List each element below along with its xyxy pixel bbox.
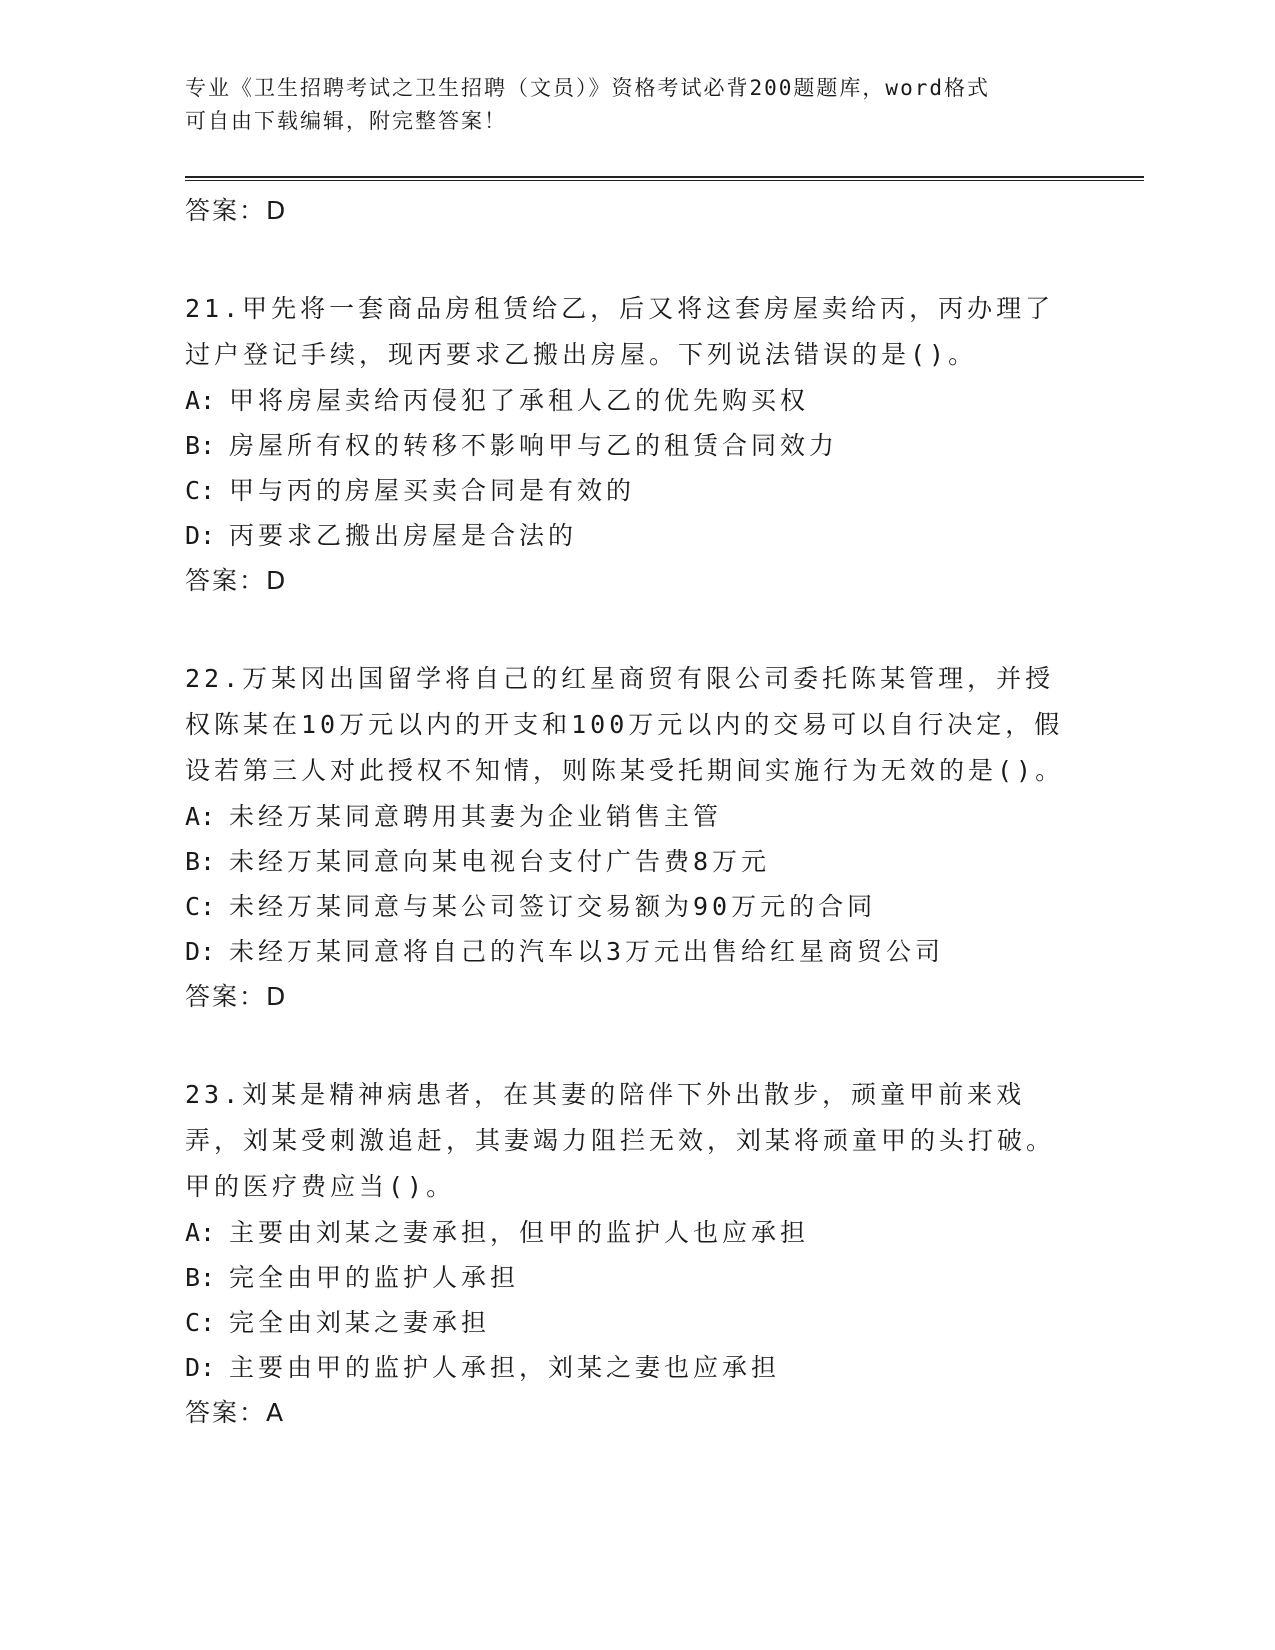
question-stem: 22.万某冈出国留学将自己的红星商贸有限公司委托陈某管理，并授权陈某在10万元以内的开支和100万元以内的交易可以自行决定，假设若第三人对此授权不知情，则陈某受托期间实施行为无效的是()。 — [185, 664, 1065, 785]
question-stem: 21.甲先将一套商品房租赁给乙，后又将这套房屋卖给丙，丙办理了过户登记手续，现丙要求乙搬出房屋。下列说法错误的是()。 — [185, 294, 1055, 369]
option-letter: C: — [185, 1308, 216, 1337]
option-d — [185, 929, 1065, 974]
option-text: 甲与丙的房屋买卖合同是有效的 — [229, 476, 636, 505]
document-header — [185, 72, 1065, 138]
option-text: 未经万某同意向某电视台支付广告费8万元 — [229, 847, 771, 876]
option-letter: D: — [185, 521, 216, 550]
option-b — [185, 839, 1065, 884]
option-letter: A: — [185, 802, 216, 831]
header-title-line-1: 专业《卫生招聘考试之卫生招聘（文员）》资格考试必背200题题库，word格式 — [185, 76, 990, 100]
answer-line: 答案：D — [185, 566, 288, 595]
question-22 — [185, 656, 1065, 1019]
option-letter: A: — [185, 1218, 216, 1247]
option-letter: C: — [185, 892, 216, 921]
option-letter: D: — [185, 937, 216, 966]
option-d — [185, 1345, 1065, 1390]
answer-line: 答案：A — [185, 1398, 286, 1427]
option-text: 未经万某同意将自己的汽车以3万元出售给红星商贸公司 — [229, 937, 945, 966]
option-c — [185, 1300, 1065, 1345]
answer-line: 答案：D — [185, 196, 288, 225]
header-title-line-2: 可自由下载编辑，附完整答案！ — [185, 109, 507, 133]
option-text: 房屋所有权的转移不影响甲与乙的租赁合同效力 — [229, 431, 839, 460]
option-text: 甲将房屋卖给丙侵犯了承租人乙的优先购买权 — [229, 386, 810, 415]
option-c — [185, 468, 1065, 513]
option-a — [185, 794, 1065, 839]
answer-line: 答案：D — [185, 982, 288, 1011]
option-b — [185, 1255, 1065, 1300]
option-letter: A: — [185, 386, 216, 415]
option-text: 未经万某同意聘用其妻为企业销售主管 — [229, 802, 723, 831]
option-text: 丙要求乙搬出房屋是合法的 — [229, 521, 578, 550]
option-text: 主要由刘某之妻承担，但甲的监护人也应承担 — [229, 1218, 810, 1247]
option-b — [185, 423, 1065, 468]
option-letter: B: — [185, 847, 216, 876]
option-c — [185, 884, 1065, 929]
option-text: 主要由甲的监护人承担，刘某之妻也应承担 — [229, 1353, 781, 1382]
document-body — [185, 188, 1065, 1435]
header-divider — [185, 176, 1144, 181]
option-letter: D: — [185, 1353, 216, 1382]
option-a — [185, 1210, 1065, 1255]
question-21 — [185, 286, 1065, 603]
option-letter: C: — [185, 476, 216, 505]
option-text: 未经万某同意与某公司签订交易额为90万元的合同 — [229, 892, 877, 921]
question-23 — [185, 1072, 1065, 1435]
question-stem: 23.刘某是精神病患者，在其妻的陪伴下外出散步，顽童甲前来戏弄，刘某受刺激追赶，其妻竭力阻拦无效，刘某将顽童甲的头打破。甲的医疗费应当()。 — [185, 1080, 1056, 1201]
option-text: 完全由刘某之妻承担 — [229, 1308, 491, 1337]
option-letter: B: — [185, 431, 216, 460]
option-d — [185, 513, 1065, 558]
option-letter: B: — [185, 1263, 216, 1292]
option-text: 完全由甲的监护人承担 — [229, 1263, 520, 1292]
option-a — [185, 378, 1065, 423]
